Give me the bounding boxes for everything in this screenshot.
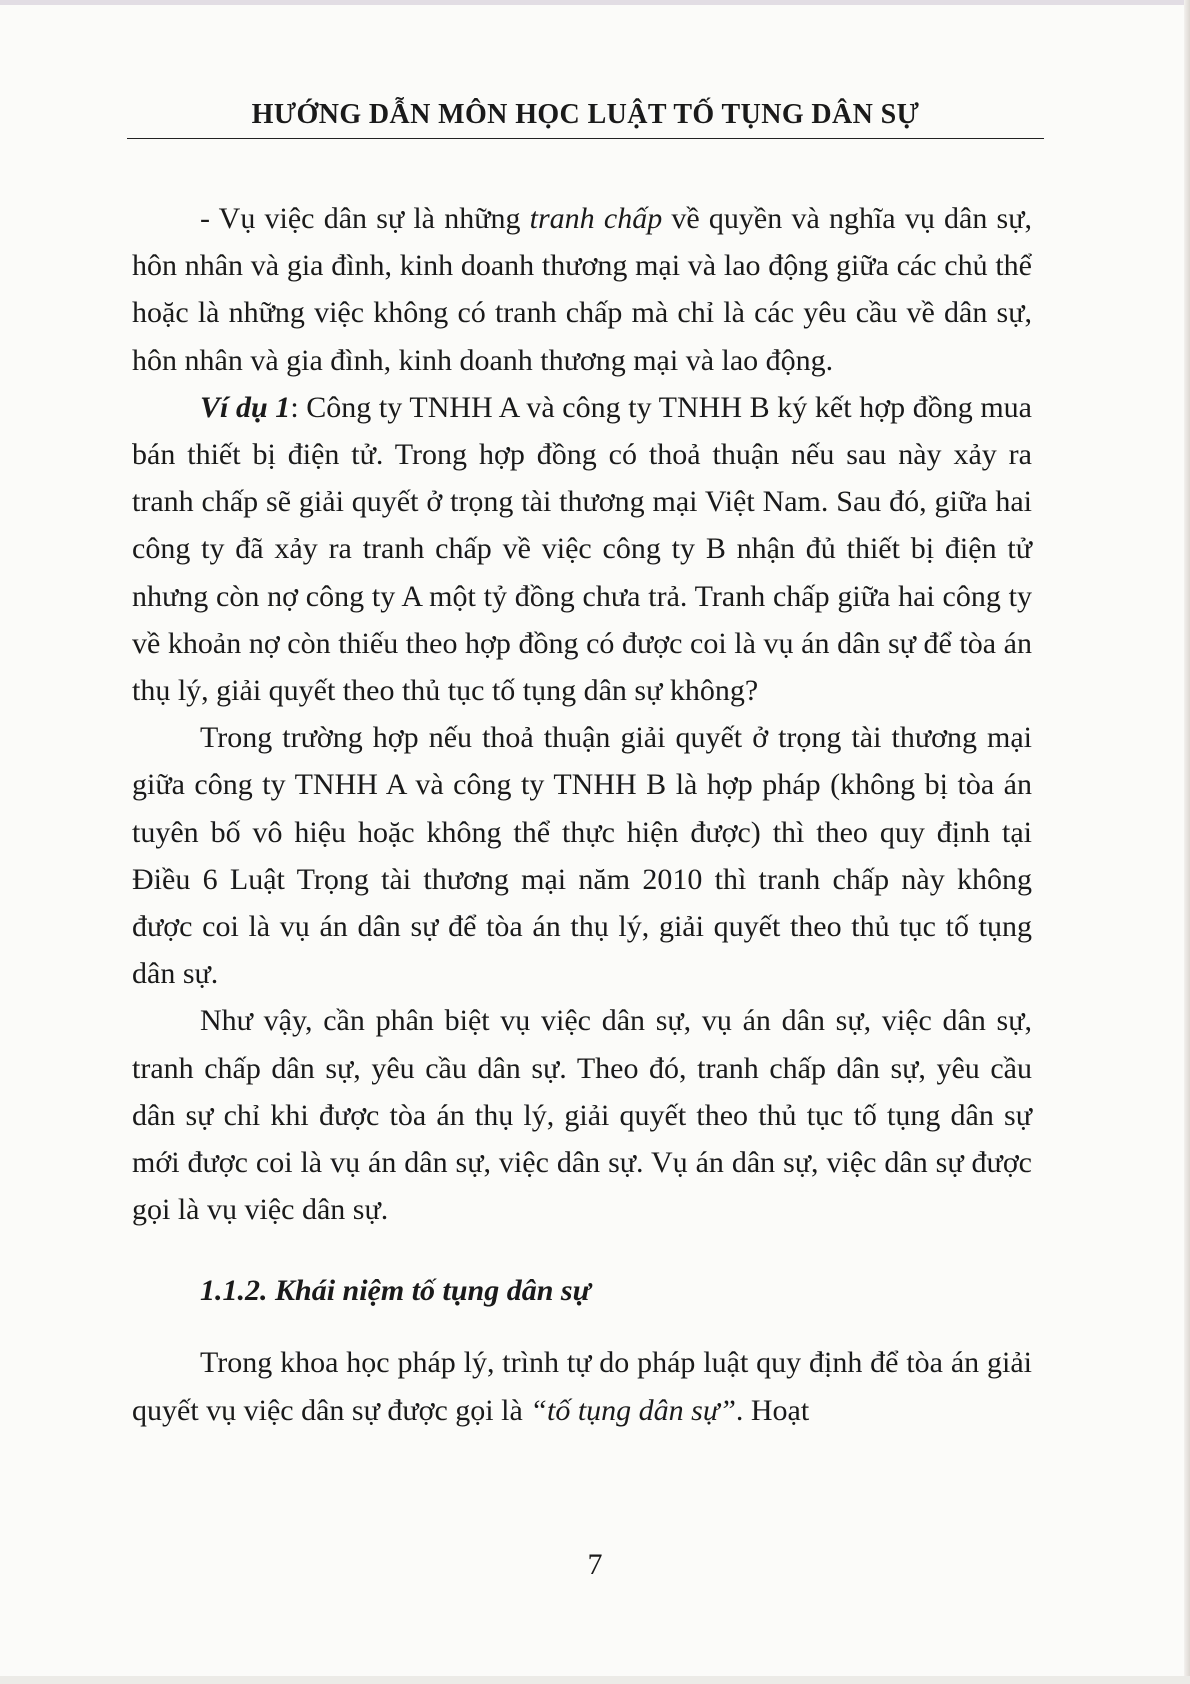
header-rule (127, 138, 1044, 139)
page-number: 7 (587, 1548, 603, 1581)
paragraph-procedure-term: “tố tụng dân sự” (530, 1393, 736, 1427)
paragraph-definition-rest: về quyền và nghĩa vụ dân sự, hôn nhân và gia đình, kinh doanh thương mại và lao động giữa các chủ thể hoặc là những việc không có tranh chấp mà chỉ là các yêu cầu về dân sự, hôn nhân và gia đình, kinh doanh thương mại và lao động. (132, 202, 1032, 377)
paragraph-definition-start: - Vụ việc dân sự là những (200, 202, 530, 235)
paragraph-arbitration: Trong trường hợp nếu thoả thuận giải quyết ở trọng tài thương mại giữa công ty TNHH A và công ty TNHH B là hợp pháp (không bị tòa án tuyên bố vô hiệu hoặc không thể thực hiện được) thì theo quy định tại Điều 6 Luật Trọng tài thương mại năm 2010 thì tranh chấp này không được coi là vụ án dân sự để tòa án thụ lý, giải quyết theo thủ tục tố tụng dân sự. (132, 721, 1032, 991)
paragraph-procedure-concept (132, 1339, 1032, 1433)
body-text (132, 195, 1032, 1434)
paragraph-distinction: Như vậy, cần phân biệt vụ việc dân sự, vụ án dân sự, việc dân sự, tranh chấp dân sự, yêu cầu dân sự. Theo đó, tranh chấp dân sự, yêu cầu dân sự chỉ khi được tòa án thụ lý, giải quyết theo thủ tục tố tụng dân sự mới được coi là vụ án dân sự, việc dân sự. Vụ án dân sự, việc dân sự được gọi là vụ việc dân sự. (132, 1004, 1032, 1227)
running-header: HƯỚNG DẪN MÔN HỌC LUẬT TỐ TỤNG DÂN SỰ (251, 99, 920, 130)
paragraph-definition (132, 195, 1032, 384)
example-text: : Công ty TNHH A và công ty TNHH B ký kết hợp đồng mua bán thiết bị điện tử. Trong hợp đồng có thoả thuận nếu sau này xảy ra tranh chấp sẽ giải quyết ở trọng tài thương mại Việt Nam. Sau đó, giữa hai công ty đã xảy ra tranh chấp về việc công ty B nhận đủ thiết bị điện tử nhưng còn nợ công ty A một tỷ đồng chưa trả. Tranh chấp giữa hai công ty về khoản nợ còn thiếu theo hợp đồng có được coi là vụ án dân sự để tòa án thụ lý, giải quyết theo thủ tục tố tụng dân sự không? (132, 390, 1032, 708)
page-bottom-edge (0, 1676, 1190, 1684)
section-heading: 1.1.2. Khái niệm tố tụng dân sự (200, 1274, 591, 1308)
paragraph-procedure-start: Trong khoa học pháp lý, trình tự do pháp luật quy định để tòa án giải quyết vụ việc dân sự được gọi là (132, 1346, 1032, 1427)
page-top-edge (0, 0, 1190, 5)
paragraph-definition-emphasis: tranh chấp (529, 202, 663, 235)
paragraph-example-1 (132, 384, 1032, 714)
paragraph-procedure-rest: . Hoạt (735, 1393, 810, 1427)
example-label: Ví dụ 1 (200, 390, 291, 424)
page-right-edge (1184, 0, 1190, 1684)
